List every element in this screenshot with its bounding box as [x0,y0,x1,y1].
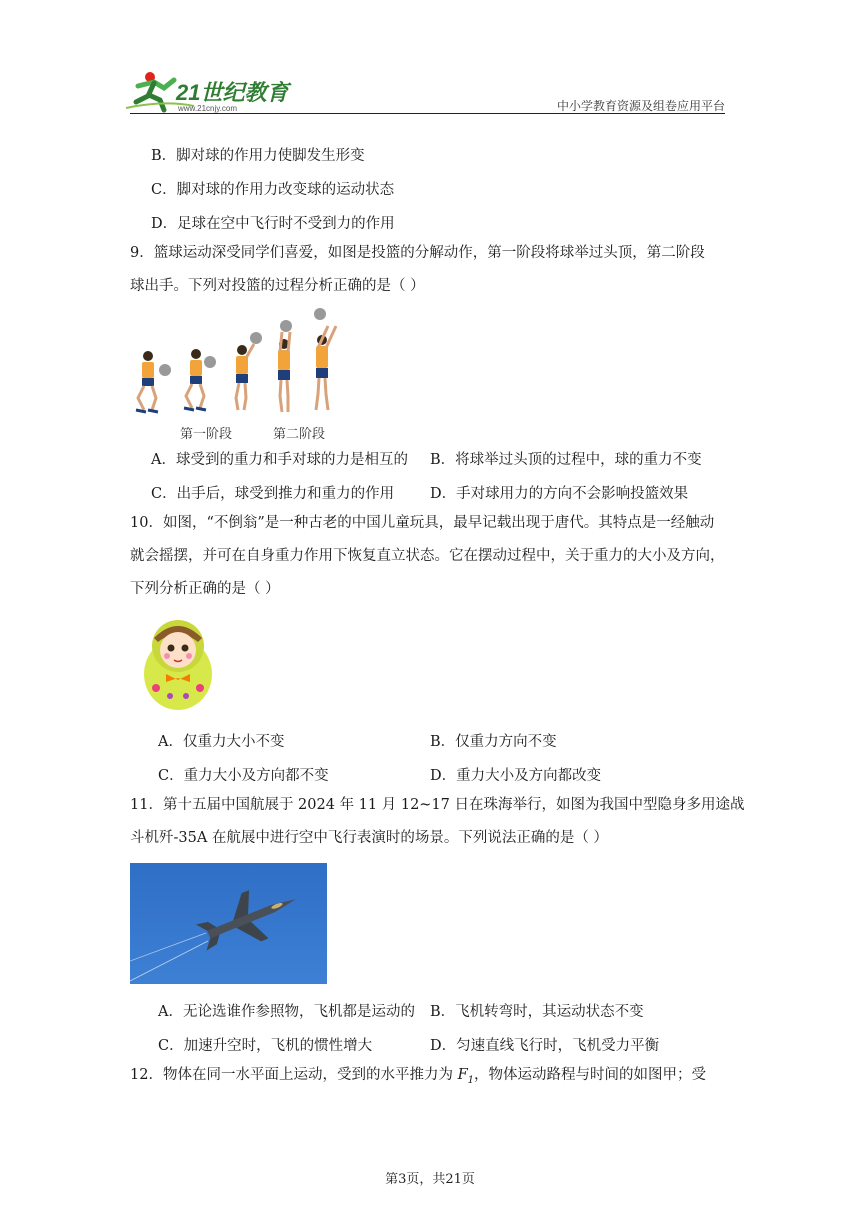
page-number: 第3页，共21页 [385,1172,475,1187]
q9-option-c: C．出手后，球受到推力和重力的作用 [151,486,395,502]
stage-caption-1: 第一阶段 [180,427,233,442]
tumbler-doll-figure [140,616,216,712]
q12-force-symbol: F [457,1067,468,1083]
q11-option-b: B．飞机转弯时，其运动状态不变 [430,1004,644,1020]
q10-option-d: D．重力大小及方向都改变 [430,768,602,784]
q11-stem-line1: 11．第十五届中国航展于 2024 年 11 月 12~17 日在珠海举行，如图为我国中型隐身多用途战 [130,797,745,813]
q10-option-a: A．仅重力大小不变 [158,734,285,750]
q11-option-d: D．匀速直线飞行时，飞机受力平衡 [430,1038,660,1054]
q8-option-c: C．脚对球的作用力改变球的运动状态 [151,182,395,198]
q10-option-c: C．重力大小及方向都不变 [158,768,329,784]
q10-stem-line1: 10．如图，“不倒翁”是一种古老的中国儿童玩具，最早记载出现于唐代。其特点是一经触动 [130,515,715,531]
fighter-jet-photo [130,863,327,984]
svg-text:21世纪教育: 21世纪教育 [176,80,289,105]
q12-stem-line1 [130,1068,706,1086]
q9-option-b: B．将球举过头顶的过程中，球的重力不变 [430,452,702,468]
q8-option-b: B．脚对球的作用力使脚发生形变 [151,148,365,164]
q12-stem-part2: ，物体运动路程与时间的如图甲；受 [474,1067,706,1083]
q12-force-subscript: 1 [467,1074,474,1086]
platform-name: 中小学教育资源及组卷应用平台 [556,99,725,113]
basketball-shooting-figure [130,304,365,420]
q10-stem-line3: 下列分析正确的是（ ） [130,581,280,597]
q11-option-c: C．加速升空时，飞机的惯性增大 [158,1038,373,1054]
q11-option-a: A．无论选谁作参照物，飞机都是运动的 [158,1004,415,1020]
q9-option-d: D．手对球用力的方向不会影响投篮效果 [430,486,689,502]
header-divider [130,113,725,114]
q10-stem-line2: 就会摇摆，并可在自身重力作用下恢复直立状态。它在摆动过程中，关于重力的大小及方向， [130,548,725,564]
q8-option-d: D．足球在空中飞行时不受到力的作用 [151,216,395,232]
stage-caption-2: 第二阶段 [273,427,326,442]
q12-stem-part1: 12．物体在同一水平面上运动，受到的水平推力为 [130,1067,458,1083]
q9-option-a: A．球受到的重力和手对球的力是相互的 [151,452,408,468]
q9-stem-line1: 9．篮球运动深受同学们喜爱，如图是投篮的分解动作，第一阶段将球举过头顶，第二阶段 [130,245,705,261]
q10-option-b: B．仅重力方向不变 [430,734,557,750]
logo-url: www.21cnjy.com [178,104,237,113]
site-logo [124,70,294,114]
q9-stem-line2: 球出手。下列对投篮的过程分析正确的是（ ） [130,278,425,294]
q11-stem-line2: 斗机歼-35A 在航展中进行空中飞行表演时的场景。下列说法正确的是（ ） [130,830,609,846]
